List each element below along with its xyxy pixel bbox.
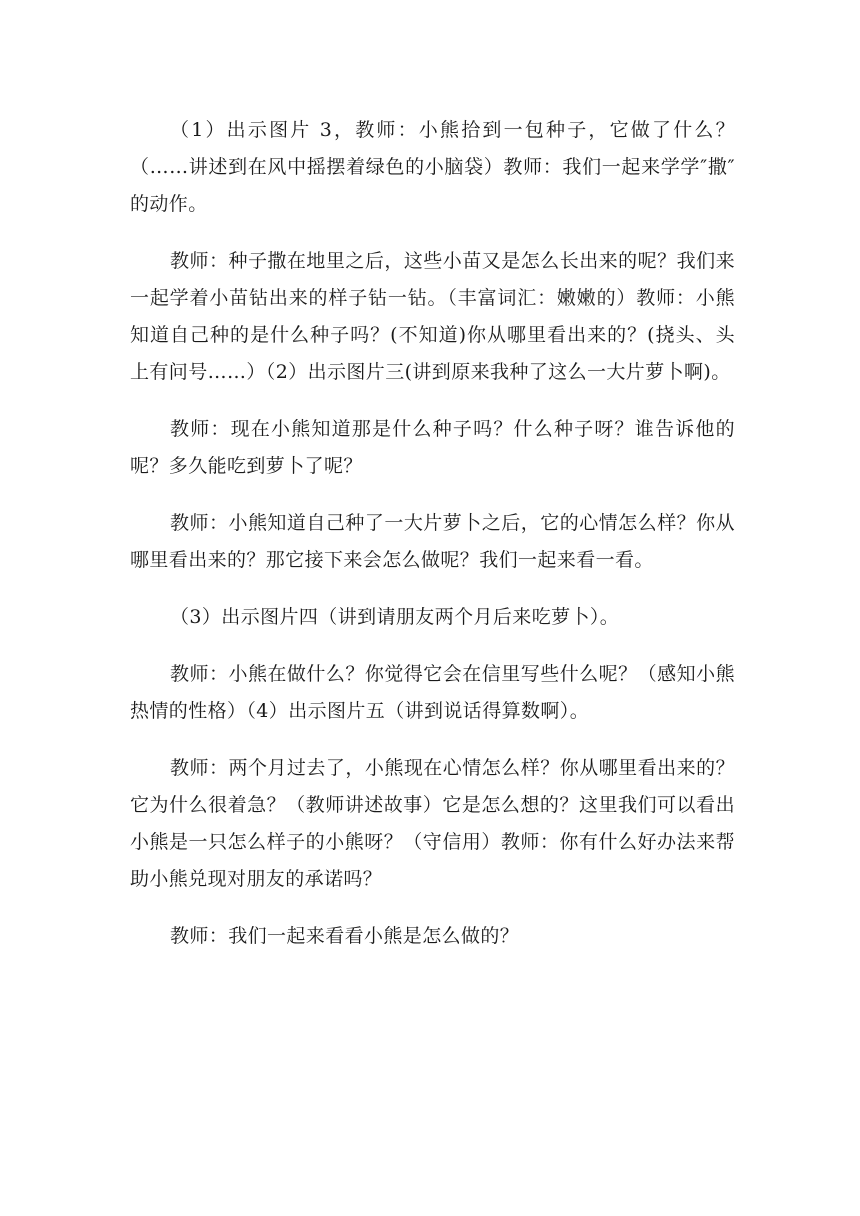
paragraph-3: 教师：现在小熊知道那是什么种子吗？什么种子呀？谁告诉他的呢？多久能吃到萝卜了呢？ bbox=[130, 418, 735, 477]
paragraph-6: 教师：小熊在做什么？你觉得它会在信里写些什么呢？（感知小熊热情的性格）（4）出示图片五（讲到说话得算数啊）。 bbox=[130, 663, 735, 722]
paragraph-1: （1）出示图片 3，教师：小熊拾到一包种子，它做了什么？（……讲述到在风中摇摆着绿色的小脑袋）教师：我们一起来学学″撒″的动作。 bbox=[130, 119, 735, 215]
paragraph-5: （3）出示图片四（讲到请朋友两个月后来吃萝卜）。 bbox=[170, 606, 620, 628]
document-body bbox=[130, 112, 735, 975]
paragraph-7: 教师：两个月过去了，小熊现在心情怎么样？你从哪里看出来的？它为什么很着急？（教师讲述故事）它是怎么想的？这里我们可以看出小熊是一只怎么样子的小熊呀？（守信用）教师：你有什么好办法来帮助小熊兑现对朋友的承诺吗？ bbox=[130, 757, 735, 890]
paragraph-8: 教师：我们一起来看看小熊是怎么做的？ bbox=[170, 925, 520, 947]
paragraph-4: 教师：小熊知道自己种了一大片萝卜之后，它的心情怎么样？你从哪里看出来的？那它接下来会怎么做呢？我们一起来看一看。 bbox=[130, 512, 735, 571]
paragraph-2: 教师：种子撒在地里之后，这些小苗又是怎么长出来的呢？我们来一起学着小苗钻出来的样子钻一钻。（丰富词汇：嫩嫩的）教师：小熊知道自己种的是什么种子吗？(不知道)你从哪里看出来的？(挠头、头上有问号……）（2）出示图片三(讲到原来我种了这么一大片萝卜啊)。 bbox=[130, 250, 735, 383]
